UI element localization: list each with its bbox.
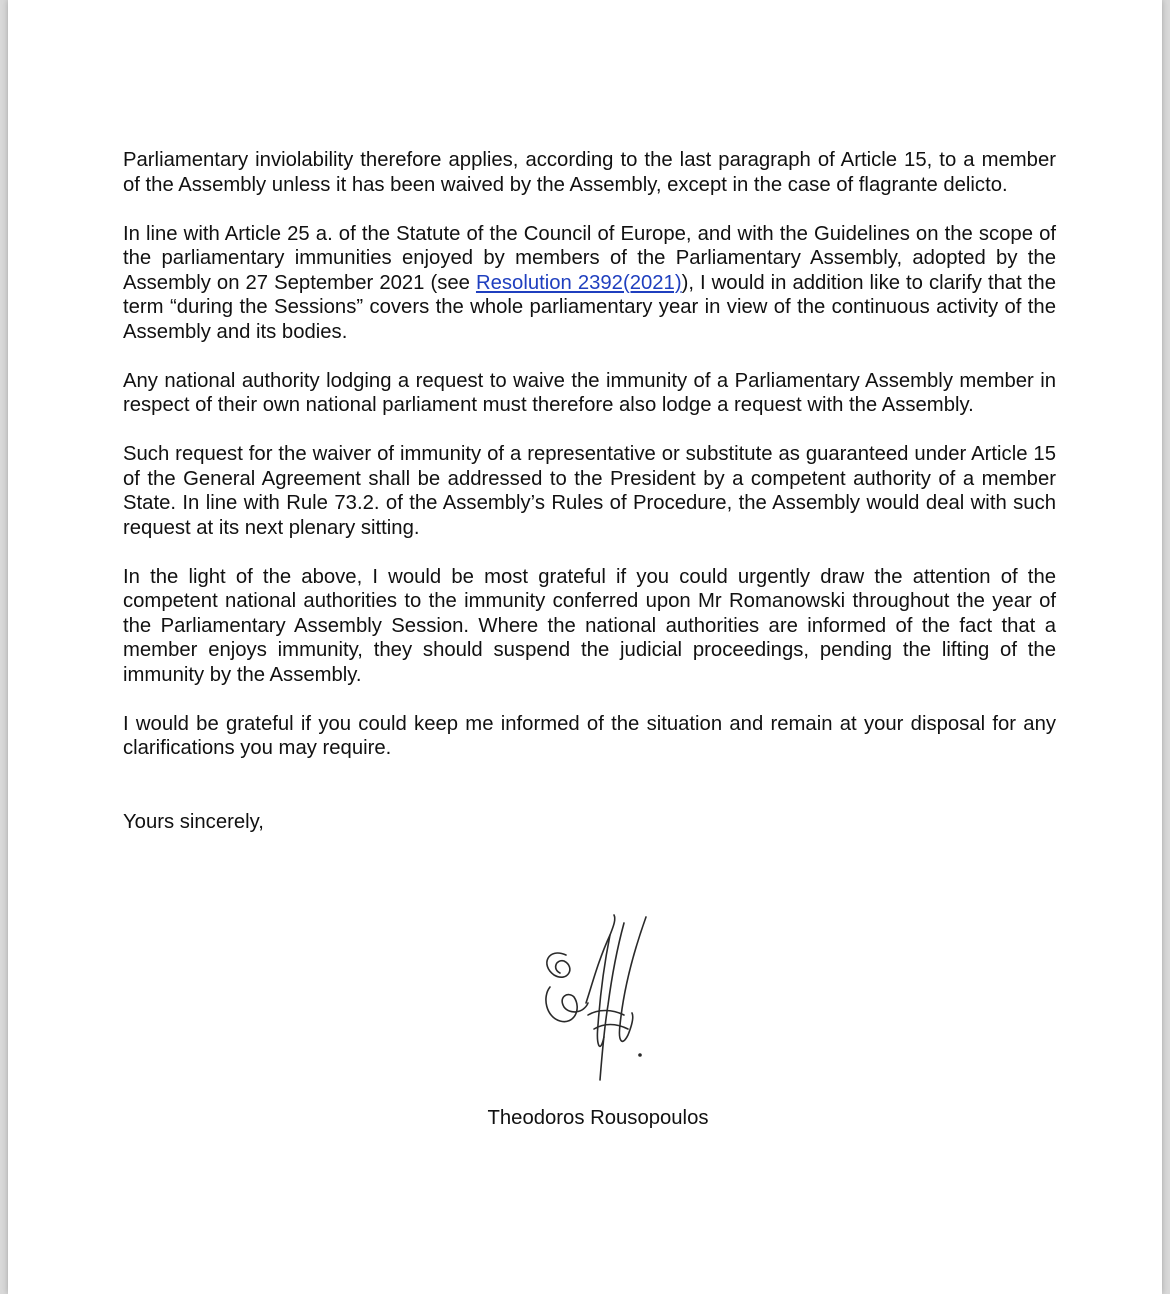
letter-page [8,0,1162,1294]
letter-body [123,148,1056,859]
flagrante-delicto-term: flagrante delicto [858,173,1002,196]
closing-salutation: Yours sincerely, [123,810,264,833]
paragraph-text: Parliamentary inviolability therefore applies, according to the last paragraph of Article 15, to a member of the Assembly unless it has been waived by the Assembly, except in the case of [123,149,1056,196]
paragraph-keep-informed: I would be grateful if you could keep me informed of the situation and remain at your disposal for any clarifications you may require. [123,712,1056,759]
paragraph-article-25 [123,222,1056,345]
paragraph-waiver-request: Such request for the waiver of immunity of a representative or substitute as guaranteed under Article 15 of the General Agreement shall be addressed to the President by a competent authority of a member State. In line with Rule 73.2. of the Assembly’s Rules of Procedure, the Assembly would deal with such request at its next plenary sitting. [123,443,1056,539]
paragraph-inviolability [123,148,1056,197]
handwritten-signature [528,905,668,1090]
paragraph-national-authority: Any national authority lodging a request to waive the immunity of a Parliamentary Assembly member in respect of their own national parliament must therefore also lodge a request with the Assembly. [123,369,1056,416]
paragraph-request-attention: In the light of the above, I would be most grateful if you could urgently draw the attention of the competent national authorities to the immunity conferred upon Mr Romanowski throughout the year of the Parliamentary Assembly Session. Where the national authorities are informed of the fact that a member enjoys immunity, they should suspend the judicial proceedings, pending the lifting of the immunity by the Assembly. [123,565,1056,686]
paragraph-text-after-link: ), I would in addition like to clarify that the term “during the Sessions” covers the whole parliamentary year in view of the continuous activity of the Assembly and its bodies. [123,271,1056,343]
paragraph-text-before-link: In line with Article 25 a. of the Statute of the Council of Europe, and with the Guidelines on the scope of the parliamentary immunities enjoyed by members of the Parliamentary Assembly, adopted by the Assembly on 27 September 2021 (see [123,222,1056,294]
signer-name: Theodoros Rousopoulos [487,1107,709,1129]
paragraph-end: . [1001,173,1008,196]
resolution-link[interactable]: Resolution 2392(2021) [475,271,682,294]
